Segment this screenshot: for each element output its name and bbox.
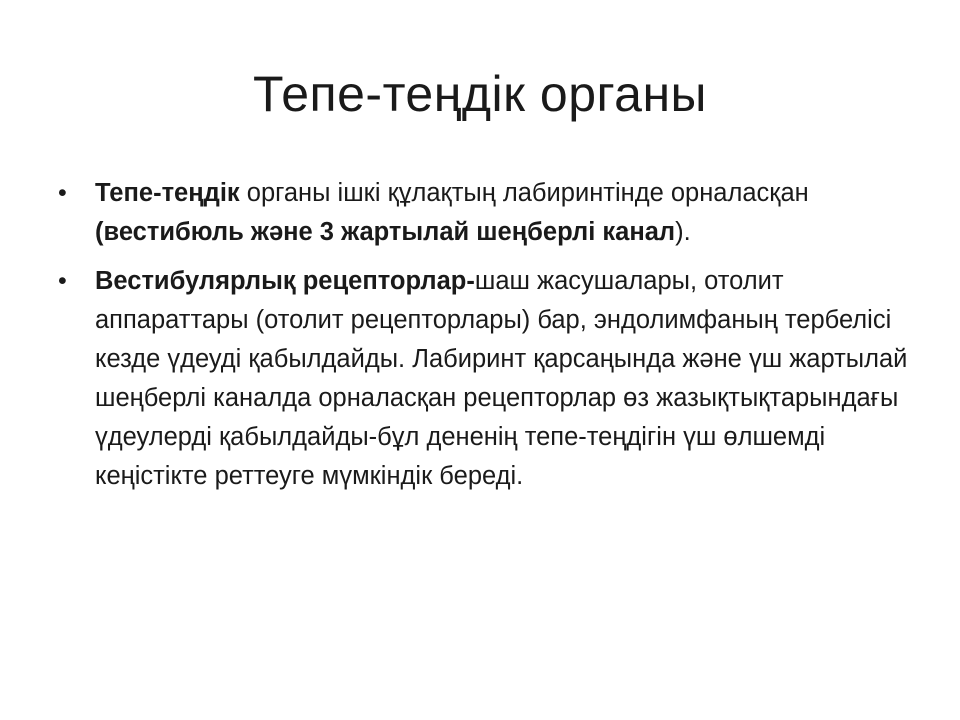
bullet-text-run: органы ішкі құлақтың лабиринтінде орналасқан [239,179,809,207]
bullet-text-run: Вестибулярлық рецепторлар- [95,267,475,295]
bullet-text-run: Тепе-теңдік [95,179,240,207]
bullet-text-run: ). [675,218,691,246]
bullet-list [58,174,908,506]
bullet-dot-icon: • [58,179,67,207]
bullet-text-run: шаш жасушалары, отолит аппараттары (отолит рецепторлары) бар, эндолимфаның тербелісі кезде үдеуді қабылдайды. Лабиринт қарсаңында және үш жартылай шеңберлі каналда орналасқан рецепторлар өз жазықтықтарындағы үдеулерді қабылдайды-бұл дененің тепе-теңдігін үш өлшемді кеңістікте реттеуге мүмкіндік береді. [95,267,908,490]
bullet-item-1 [58,174,908,252]
bullet-dot-icon: • [58,267,67,295]
slide-title: Тепе-теңдік органы [253,66,707,122]
bullet-text-run: (вестибюль және 3 жартылай шеңберлі канал [95,218,676,246]
bullet-item-2 [58,262,908,496]
